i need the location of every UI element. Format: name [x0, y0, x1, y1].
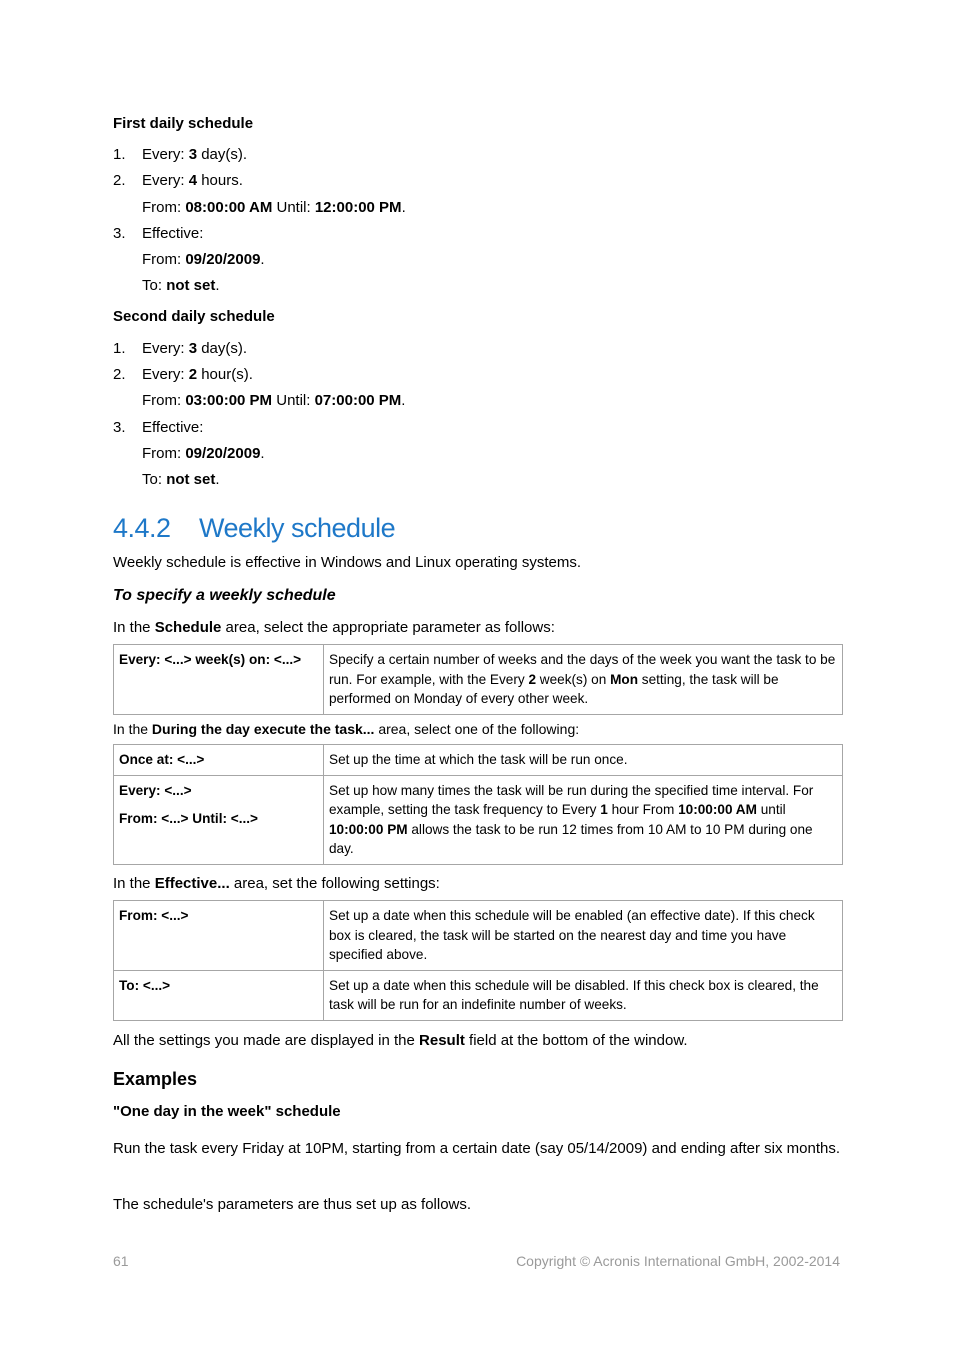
text: day(s).: [197, 146, 248, 163]
list-number: 3.: [113, 225, 126, 242]
result-text: [113, 1031, 688, 1051]
text: All the settings you made are displayed in the: [113, 1032, 420, 1049]
value: 2: [188, 366, 198, 383]
list-item: [113, 171, 843, 191]
list-number: 2.: [113, 366, 126, 383]
first-daily-schedule-heading: First daily schedule: [113, 115, 254, 132]
ui-term: During the day execute the task...: [151, 721, 375, 737]
value: 12:00:00 PM: [314, 199, 402, 216]
text: field at the bottom of the window.: [464, 1032, 688, 1049]
second-daily-schedule-heading: Second daily schedule: [113, 308, 275, 325]
value: 2: [528, 671, 537, 687]
description-cell: [324, 645, 843, 715]
schedule-area-text: [113, 618, 555, 638]
text: .: [215, 277, 220, 294]
text: To:: [142, 277, 167, 294]
value: not set: [166, 471, 216, 488]
list-item-continuation: [113, 250, 843, 270]
description-cell: Set up a date when this schedule will be enabled (an effective date). If this check box is cleared, the task will be started on the nearest day and time you have specified above.: [324, 901, 843, 971]
copyright-text: Copyright © Acronis International GmbH, 2002-2014: [516, 1253, 840, 1269]
parameter-cell: To: <...>: [114, 970, 324, 1020]
value: 09/20/2009: [185, 251, 261, 268]
section-title: Weekly schedule: [199, 513, 396, 543]
example-subheading: "One day in the week" schedule: [113, 1103, 341, 1120]
text: hours.: [197, 172, 243, 189]
ui-term: Result: [419, 1032, 465, 1049]
value: 09/20/2009: [185, 445, 261, 462]
text: area, select the appropriate parameter as follows:: [221, 619, 555, 636]
text: Every:: [142, 340, 189, 357]
list-item: [113, 418, 843, 438]
text: In the: [113, 721, 152, 737]
text: In the: [113, 875, 155, 892]
parameter-line: From: <...> Until: <...>: [119, 811, 258, 826]
effective-area-text: [113, 874, 440, 894]
text: until: [756, 802, 786, 817]
text: setting, the task will be performed on Monday of every other week.: [329, 671, 779, 706]
section-heading: [113, 512, 395, 544]
example-paragraph: Run the task every Friday at 10PM, starting from a certain date (say 05/14/2009) and ending after six months.: [113, 1140, 841, 1157]
list-number: 1.: [113, 146, 126, 163]
parameter-cell: Once at: <...>: [114, 745, 324, 776]
list-item-continuation: [113, 391, 843, 411]
text: To:: [142, 471, 167, 488]
text: From:: [142, 445, 186, 462]
text: Every:: [142, 366, 189, 383]
effective-settings-table: [113, 900, 843, 1021]
text: Effective:: [142, 419, 204, 436]
value: Mon: [610, 671, 638, 687]
value: 4: [188, 172, 198, 189]
text: Every:: [142, 146, 189, 163]
text: .: [401, 392, 406, 409]
text: day(s).: [197, 340, 248, 357]
examples-heading: Examples: [113, 1069, 198, 1089]
value: 07:00:00 PM: [314, 392, 402, 409]
description-cell: [324, 775, 843, 864]
table-row: [114, 775, 843, 864]
list-item-continuation: [113, 444, 843, 464]
procedure-heading: To specify a weekly schedule: [113, 587, 336, 604]
value: not set: [166, 277, 216, 294]
text: Effective:: [142, 225, 204, 242]
text: In the: [113, 619, 155, 636]
text: hour From: [607, 802, 679, 817]
table-row: [114, 970, 843, 1020]
text: Until:: [272, 199, 315, 216]
section-number: 4.4.2: [113, 513, 171, 543]
list-item-continuation: [113, 470, 843, 490]
value: 3: [188, 146, 198, 163]
parameter-cell: From: <...>: [114, 901, 324, 971]
ui-term: Schedule: [154, 619, 222, 636]
text: allows the task to be run 12 times from 10 AM to 10 PM during one day.: [329, 821, 813, 856]
text: .: [401, 199, 406, 216]
page-number: 61: [113, 1253, 129, 1269]
text: week(s) on: [536, 671, 611, 687]
list-item: [113, 145, 843, 165]
text: .: [215, 471, 220, 488]
table-row: [114, 901, 843, 971]
text: Every:: [142, 172, 189, 189]
table-row: [114, 645, 843, 715]
description-cell: Set up a date when this schedule will be disabled. If this check box is cleared, the task will be run for an indefinite number of weeks.: [324, 970, 843, 1020]
during-day-table: [113, 744, 843, 865]
list-item: [113, 339, 843, 359]
text: Until:: [272, 392, 315, 409]
list-item: [113, 365, 843, 385]
parameter-cell: [114, 775, 324, 864]
schedule-parameters-table: [113, 644, 843, 715]
description-cell: Set up the time at which the task will be run once.: [324, 745, 843, 776]
value: 3: [188, 340, 198, 357]
list-number: 3.: [113, 419, 126, 436]
during-day-text: [113, 719, 579, 739]
value: 03:00:00 PM: [185, 392, 273, 409]
example-paragraph: The schedule's parameters are thus set up as follows.: [113, 1196, 472, 1213]
list-item-continuation: [113, 198, 843, 218]
table-row: [114, 745, 843, 776]
list-number: 2.: [113, 172, 126, 189]
text: From:: [142, 392, 186, 409]
value: 10:00:00 AM: [678, 802, 757, 817]
text: hour(s).: [197, 366, 253, 383]
parameter-line: Every: <...>: [119, 782, 192, 798]
text: From:: [142, 199, 186, 216]
ui-term: Effective...: [154, 875, 230, 892]
list-item: [113, 224, 843, 244]
list-item-continuation: [113, 276, 843, 296]
section-intro: Weekly schedule is effective in Windows and Linux operating systems.: [113, 554, 582, 571]
text: Set up how many times the task will be run during the specified time interval. For example, setting the task frequency to Every: [329, 782, 814, 817]
value: 10:00:00 PM: [329, 821, 408, 837]
list-number: 1.: [113, 340, 126, 357]
text: Specify a certain number of weeks and the days of the week you want the task to be run. For example, with the Every: [329, 652, 836, 687]
text: area, select one of the following:: [374, 721, 580, 737]
text: .: [260, 251, 265, 268]
parameter-cell: Every: <...> week(s) on: <...>: [114, 645, 324, 715]
value: 1: [600, 802, 608, 817]
value: 08:00:00 AM: [185, 199, 273, 216]
text: From:: [142, 251, 186, 268]
text: area, set the following settings:: [229, 875, 440, 892]
text: .: [260, 445, 265, 462]
